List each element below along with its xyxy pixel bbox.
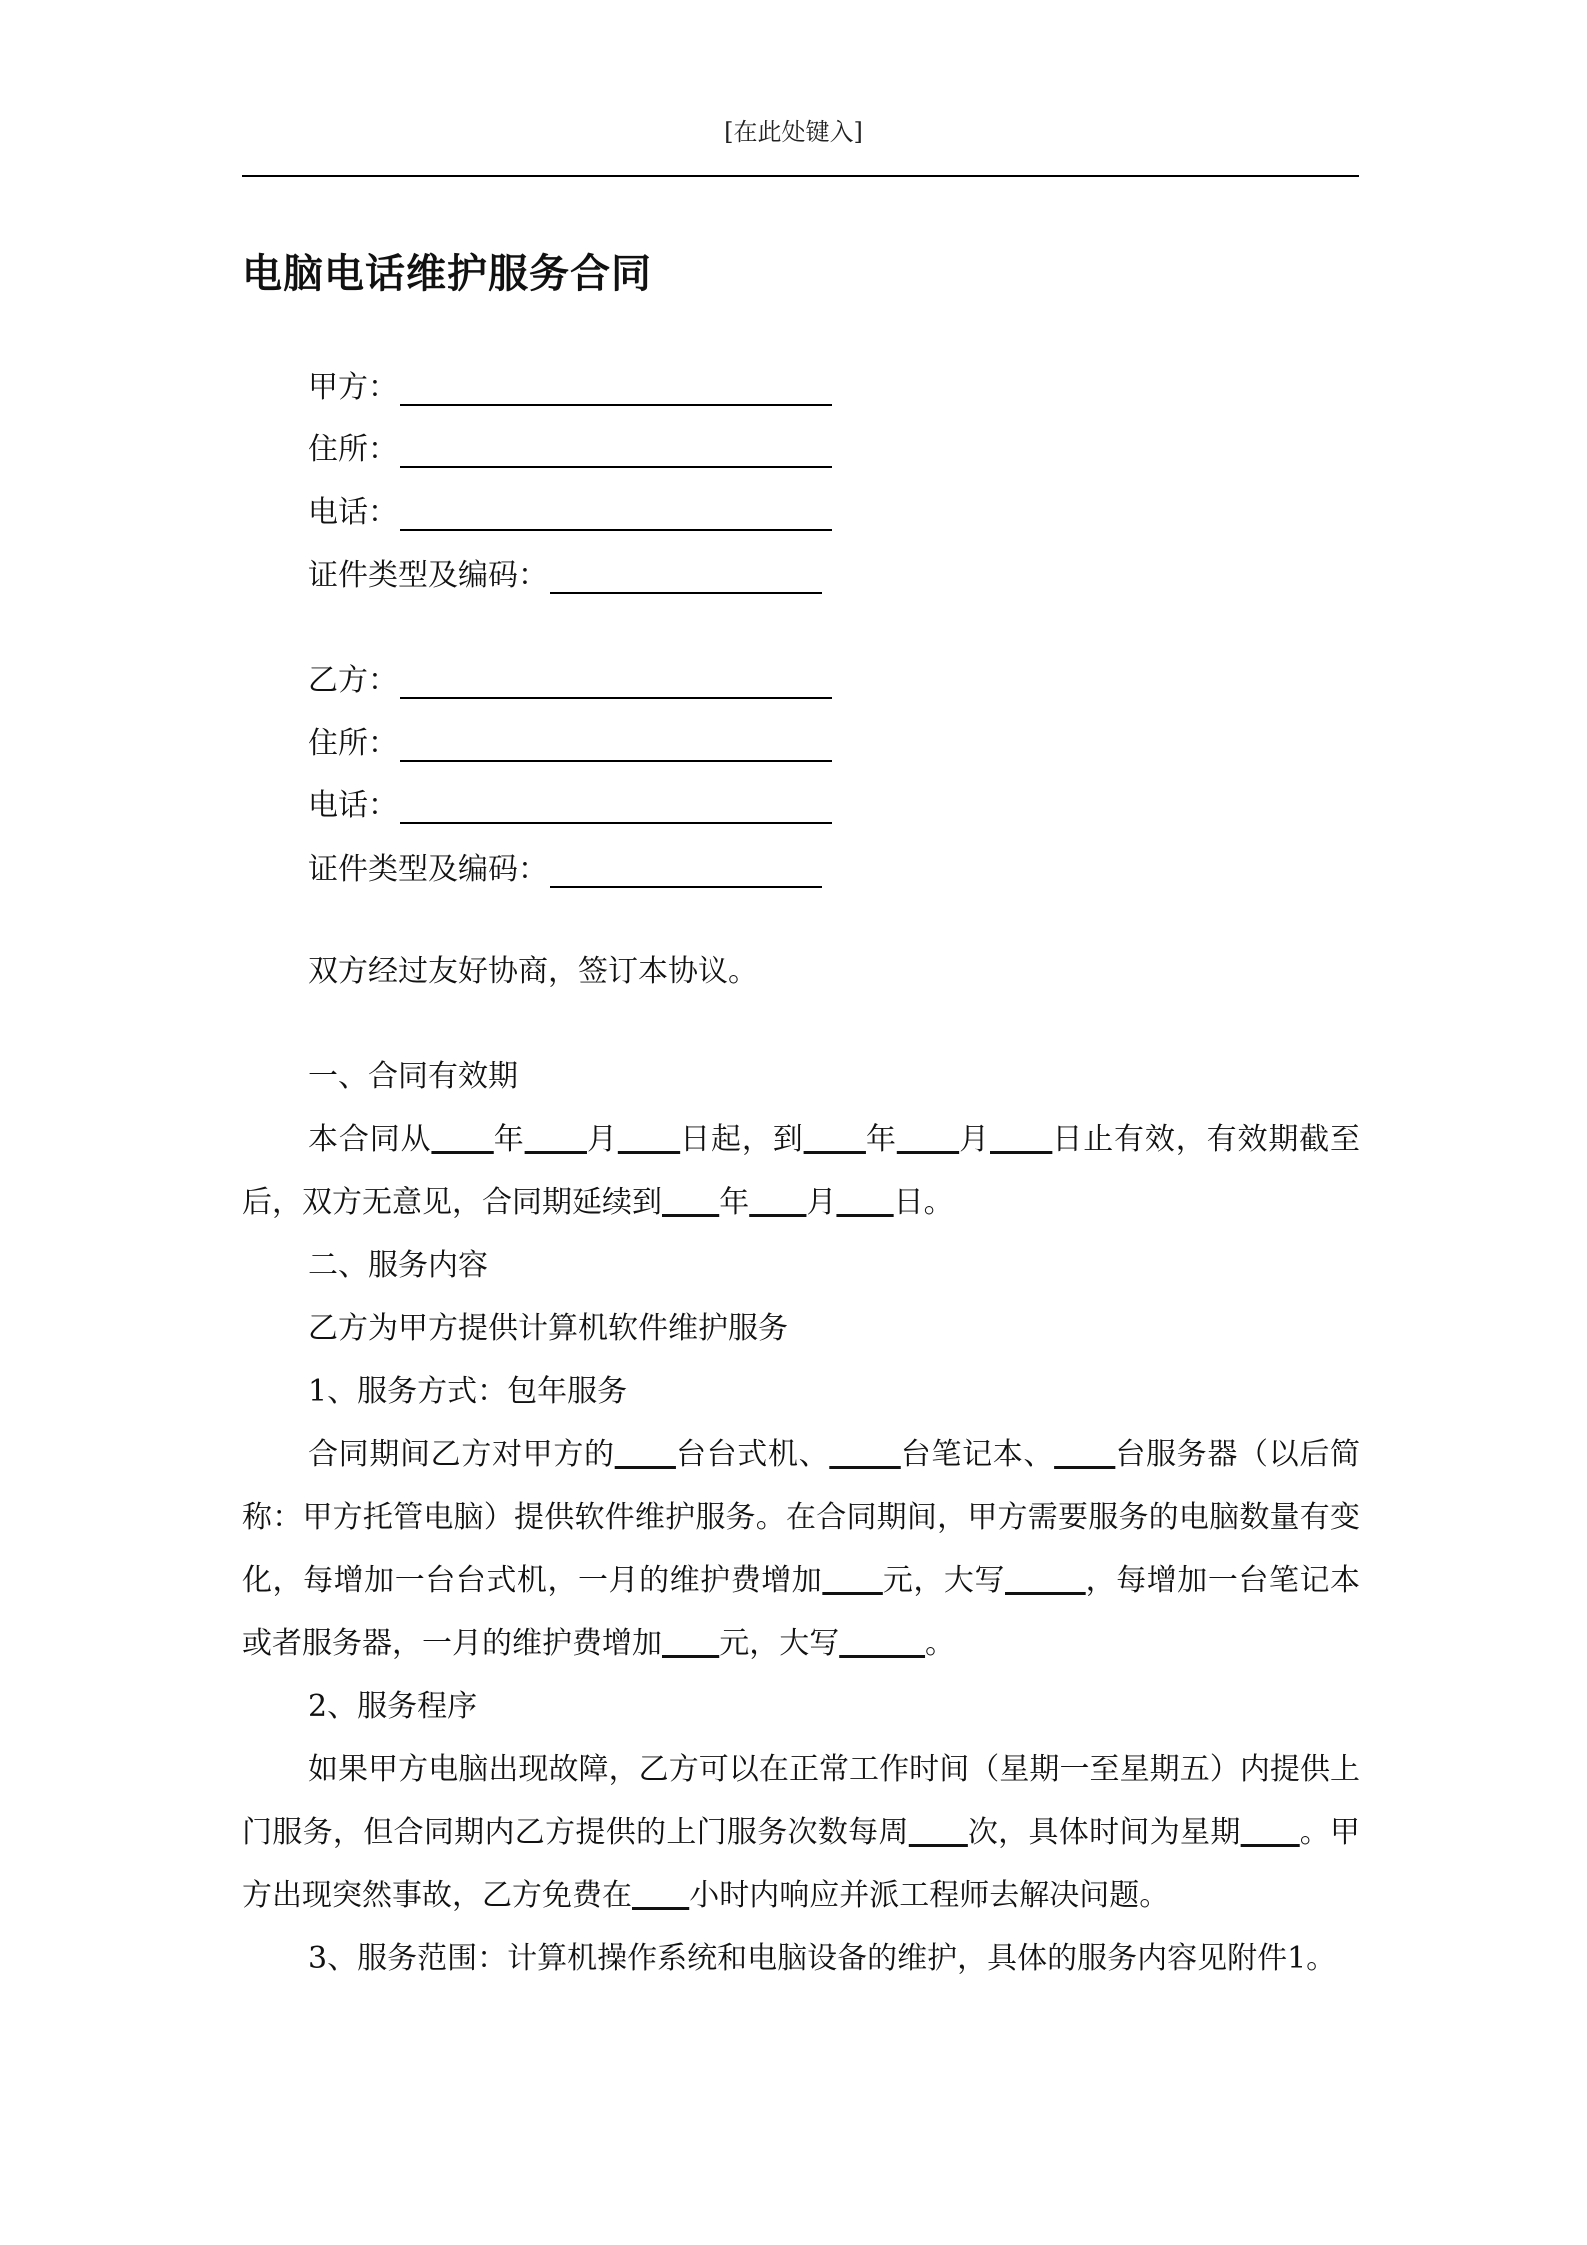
- party-a-address-label: 住所：: [308, 432, 398, 467]
- service-method-paragraph: 合同期间乙方对甲方的 台台式机、 台笔记本、 台服务器（以后简称：甲方托管电脑）提供软件维护服务。在合同期间，甲方需要服务的电脑数量有变化，每增加一台台式机，一月的维护费增加 元，大写 ，每增加一台笔记本或者服务器，一月的维护费增加 元，大写 。: [242, 1437, 1361, 1661]
- party-a-name-label: 甲方：: [308, 370, 398, 405]
- party-a-address-field: [308, 426, 832, 468]
- party-a-address-blank[interactable]: [400, 432, 832, 468]
- section-1-paragraph: 本合同从 年 月 日起，到 年 月 日止有效，有效期截至后，双方无意见，合同期延续到 年 月 日。: [242, 1122, 1361, 1220]
- extend-day-blank[interactable]: [836, 1185, 893, 1220]
- party-b-address-label: 住所：: [308, 726, 398, 761]
- document-title: 电脑电话维护服务合同: [242, 250, 652, 297]
- contract-body: [242, 940, 1360, 1990]
- party-b-id-blank[interactable]: [550, 852, 822, 888]
- section-1-heading: 一、合同有效期: [308, 1059, 518, 1094]
- service-method-heading: 1、服务方式：包年服务: [308, 1374, 628, 1409]
- laptop-count-blank[interactable]: [829, 1437, 900, 1472]
- party-a-phone-blank[interactable]: [400, 495, 832, 531]
- service-procedure-paragraph: 如果甲方电脑出现故障，乙方可以在正常工作时间（星期一至星期五）内提供上门服务，但合同期内乙方提供的上门服务次数每周 次，具体时间为星期 。甲方出现突然事故，乙方免费在 小时内响应并派工程师去解决问题。: [242, 1752, 1361, 1913]
- desktop-fee-blank[interactable]: [822, 1563, 882, 1598]
- party-a-name-field: [308, 364, 832, 406]
- party-b-address-field: [308, 720, 832, 762]
- service-scope-paragraph: 3、服务范围：计算机操作系统和电脑设备的维护，具体的服务内容见附件1。: [308, 1941, 1337, 1976]
- party-b-address-blank[interactable]: [400, 726, 832, 762]
- visit-weekday-blank[interactable]: [1241, 1815, 1300, 1850]
- extend-year-blank[interactable]: [662, 1185, 719, 1220]
- header-divider: [242, 175, 1359, 177]
- desktop-fee-words-blank[interactable]: [1005, 1563, 1086, 1598]
- party-b-id-field: [308, 846, 822, 888]
- start-month-blank[interactable]: [525, 1122, 587, 1157]
- service-procedure-heading: 2、服务程序: [308, 1689, 478, 1724]
- section-2-heading: 二、服务内容: [308, 1248, 488, 1283]
- extend-month-blank[interactable]: [749, 1185, 806, 1220]
- party-a-id-field: [308, 552, 822, 594]
- start-day-blank[interactable]: [618, 1122, 680, 1157]
- server-count-blank[interactable]: [1054, 1437, 1115, 1472]
- response-hours-blank[interactable]: [632, 1878, 689, 1913]
- section-2-summary: 乙方为甲方提供计算机软件维护服务: [308, 1311, 788, 1346]
- end-day-blank[interactable]: [990, 1122, 1052, 1157]
- intro-paragraph: 双方经过友好协商，签订本协议。: [308, 954, 758, 989]
- party-b-name-blank[interactable]: [400, 663, 832, 699]
- laptop-fee-blank[interactable]: [662, 1626, 719, 1661]
- page-header: [在此处键入]: [724, 118, 863, 146]
- start-year-blank[interactable]: [431, 1122, 493, 1157]
- end-month-blank[interactable]: [897, 1122, 959, 1157]
- party-b-name-field: [308, 657, 832, 699]
- party-b-phone-field: [308, 782, 832, 824]
- party-a-phone-field: [308, 489, 832, 531]
- party-a-id-blank[interactable]: [550, 558, 822, 594]
- visits-per-week-blank[interactable]: [909, 1815, 968, 1850]
- party-b-id-label: 证件类型及编码：: [308, 852, 548, 887]
- party-b-phone-blank[interactable]: [400, 788, 832, 824]
- party-b-phone-label: 电话：: [308, 788, 398, 823]
- desktop-count-blank[interactable]: [615, 1437, 676, 1472]
- laptop-fee-words-blank[interactable]: [839, 1626, 925, 1661]
- party-b-name-label: 乙方：: [308, 663, 398, 698]
- party-a-phone-label: 电话：: [308, 495, 398, 530]
- spacer: [242, 1003, 1360, 1045]
- party-a-id-label: 证件类型及编码：: [308, 558, 548, 593]
- party-a-name-blank[interactable]: [400, 370, 832, 406]
- end-year-blank[interactable]: [804, 1122, 866, 1157]
